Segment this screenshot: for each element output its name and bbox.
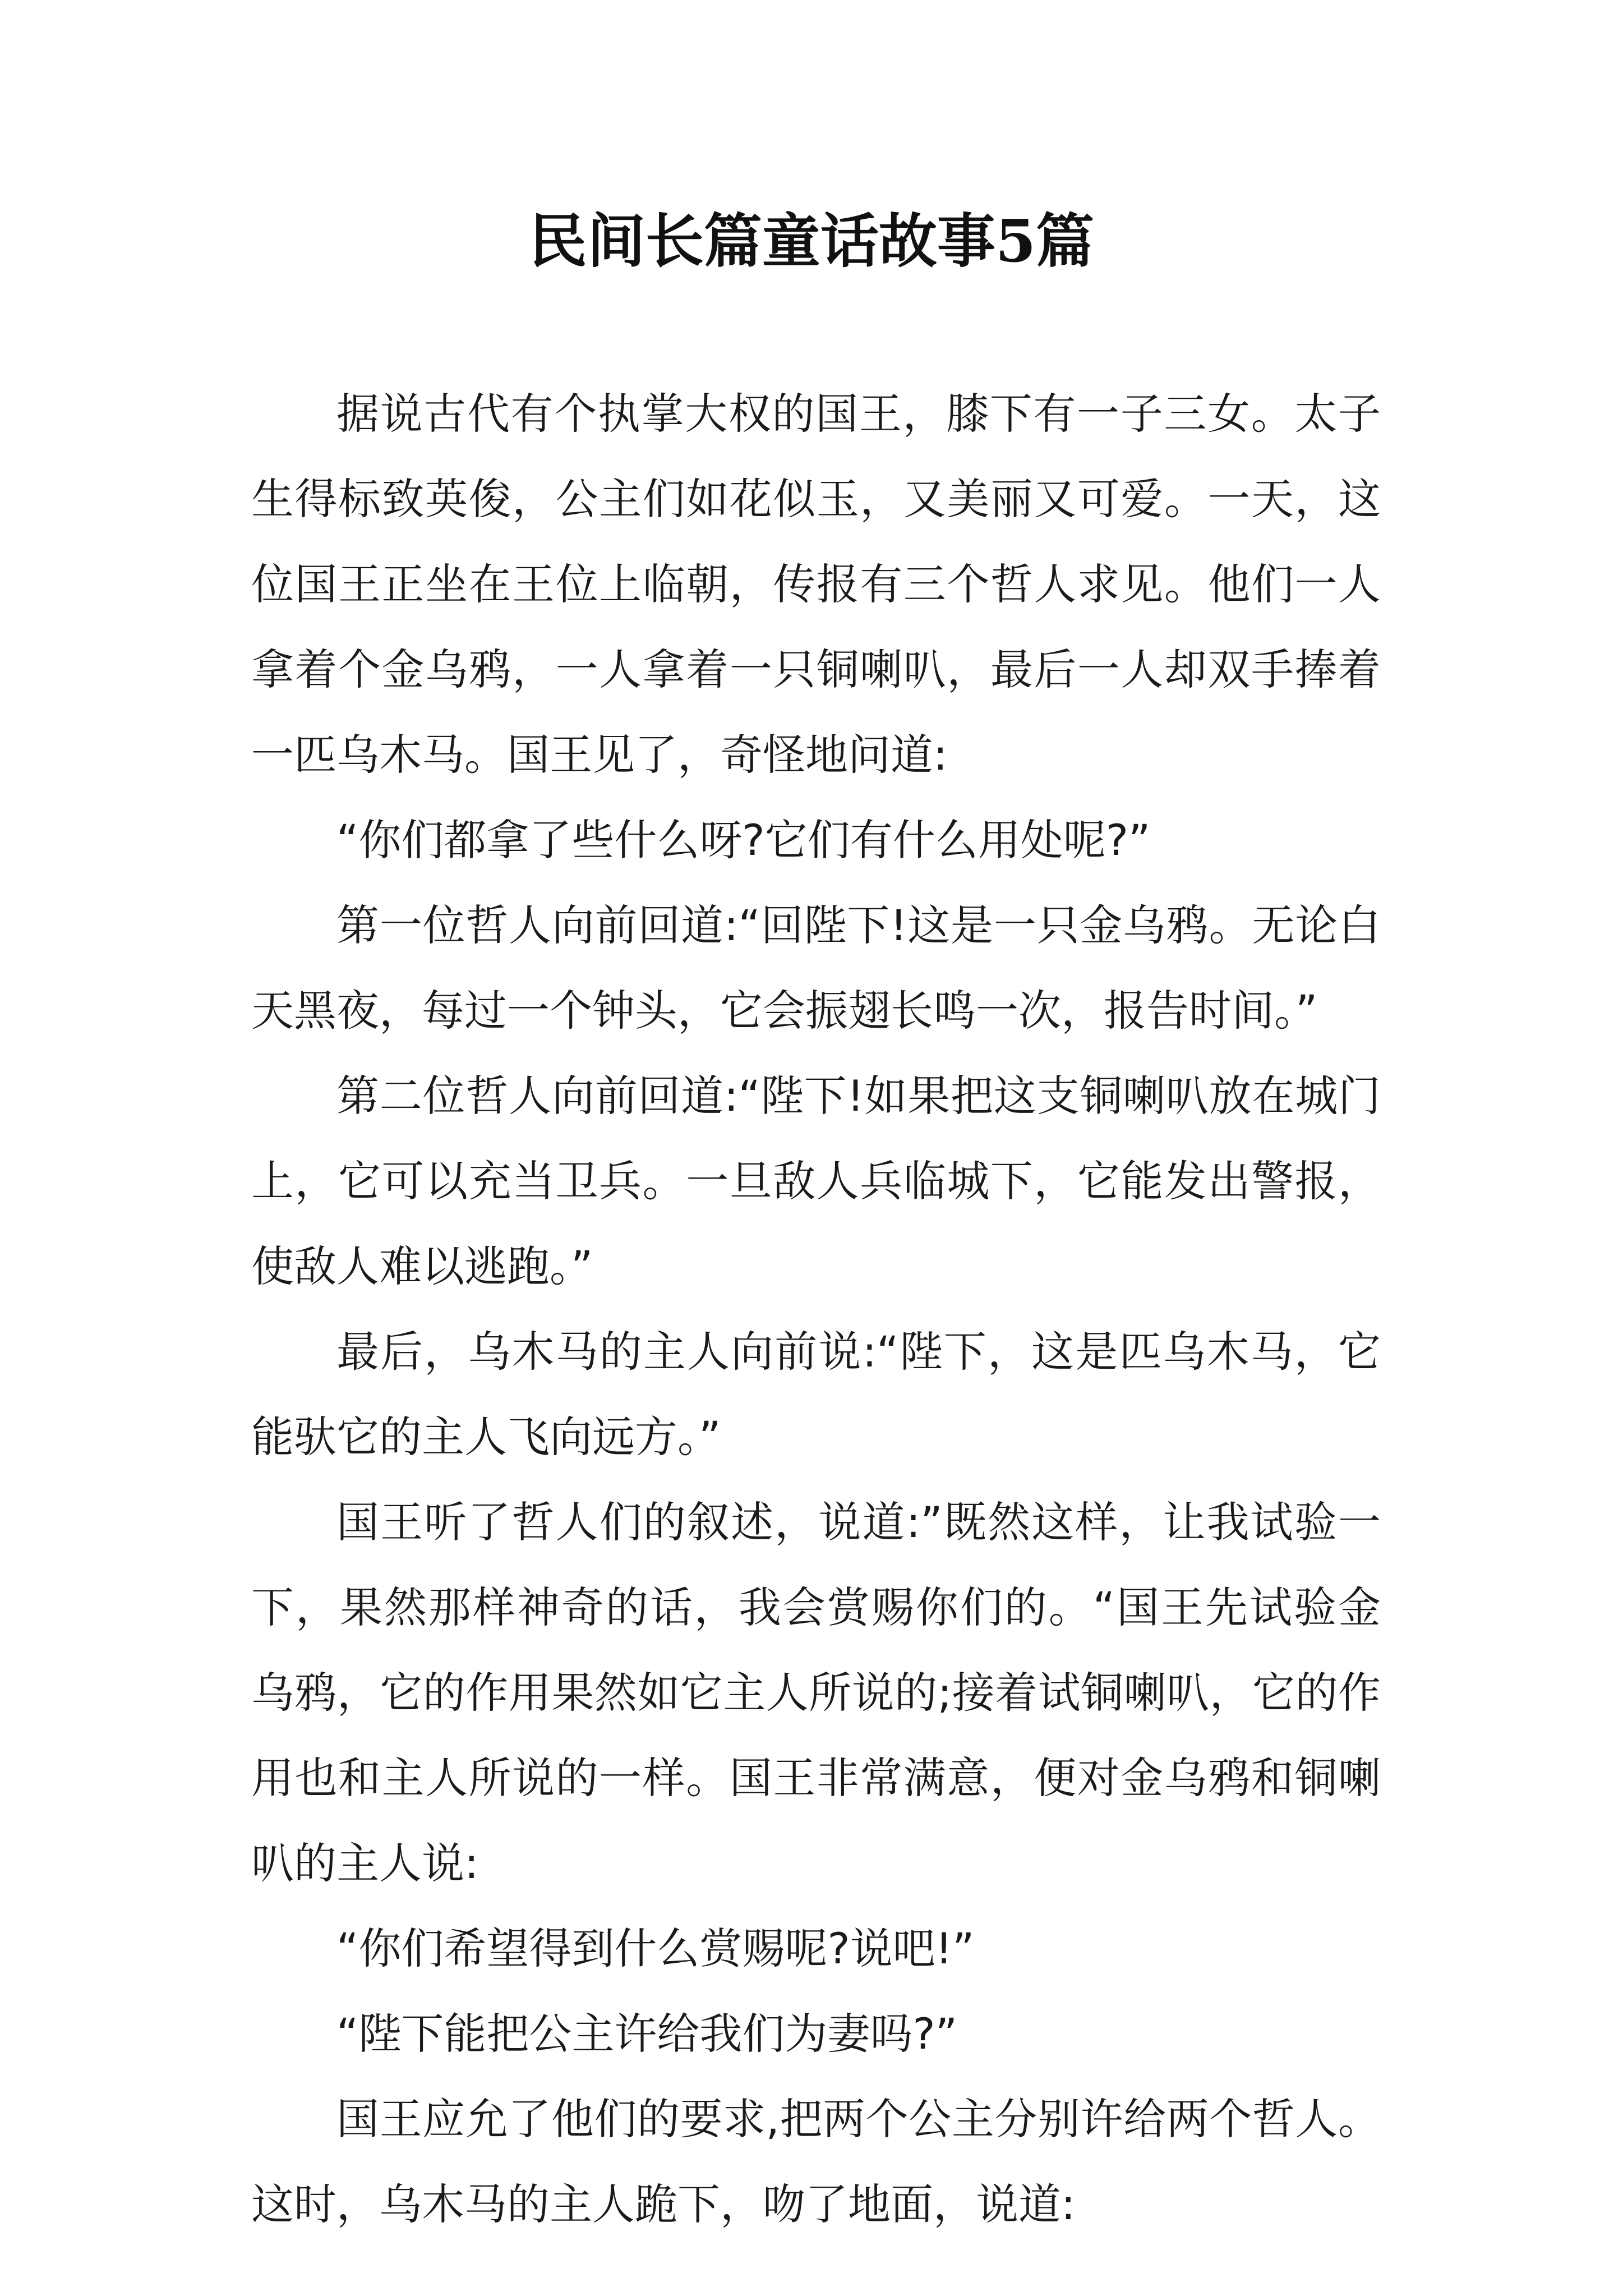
- paragraph: 据说古代有个执掌大权的国王，膝下有一子三女。太子生得标致英俊，公主们如花似玉，又美丽又可爱。一天，这位国王正坐在王位上临朝，传报有三个哲人求见。他们一人拿着个金乌鸦，一人拿着一只铜喇叭，最后一人却双手捧着一匹乌木马。国王见了，奇怪地问道:: [251, 389, 1381, 780]
- paragraph: 最后，乌木马的主人向前说:“陛下，这是匹乌木马，它能驮它的主人飞向远方。”: [251, 1327, 1381, 1462]
- paragraph: “陛下能把公主许给我们为妻吗?”: [336, 2009, 958, 2059]
- paragraph: 第一位哲人向前回道:“回陛下!这是一只金乌鸦。无论白天黑夜，每过一个钟头，它会振翅长鸣一次，报告时间。”: [251, 900, 1381, 1036]
- paragraph: “你们希望得到什么赏赐呢?说吧!”: [336, 1924, 975, 1973]
- document-title: 民间长篇童话故事5篇: [528, 206, 1095, 275]
- document-body: [251, 371, 1381, 2247]
- paragraph: 国王听了哲人们的叙述，说道:”既然这样，让我试验一下，果然那样神奇的话，我会赏赐你们的。“国王先试验金乌鸦，它的作用果然如它主人所说的;接着试铜喇叭，它的作用也和主人所说的一样。国王非常满意，便对金乌鸦和铜喇叭的主人说:: [251, 1497, 1381, 1888]
- paragraph: 国王应允了他们的要求,把两个公主分别许给两个哲人。这时，乌木马的主人跪下，吻了地面，说道:: [251, 2094, 1381, 2229]
- paragraph: “你们都拿了些什么呀?它们有什么用处呢?”: [336, 815, 1151, 865]
- paragraph: 第二位哲人向前回道:“陛下!如果把这支铜喇叭放在城门上，它可以充当卫兵。一旦敌人兵临城下，它能发出警报，使敌人难以逃跑。”: [251, 1071, 1381, 1291]
